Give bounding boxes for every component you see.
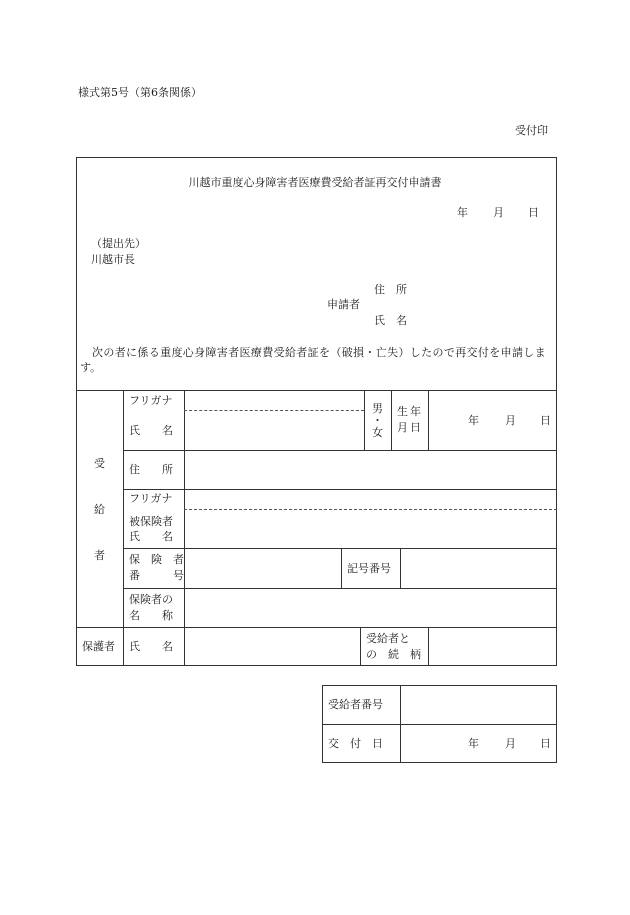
table-vline-relation-left <box>360 627 361 666</box>
request-text-line-1: 次の者に係る重度心身障害者医療費受給者証を（破損・亡失）したので再交付を申請しま <box>92 346 546 359</box>
sex-female: 女 <box>372 426 383 439</box>
table-top-line <box>76 390 557 391</box>
application-form-frame <box>76 157 557 666</box>
table-vline-2 <box>184 390 185 666</box>
birth-year: 年 <box>468 414 479 427</box>
table-vline-symbol-right <box>400 548 401 588</box>
relation-label-2: の 続 柄 <box>366 648 421 661</box>
birth-day: 日 <box>540 414 551 427</box>
address-label: 住 所 <box>129 463 173 476</box>
issue-month: 月 <box>505 737 516 750</box>
sex-separator: ・ <box>372 414 383 427</box>
issue-day: 日 <box>540 737 551 750</box>
date-month: 月 <box>493 206 504 219</box>
table-line-insured-top <box>123 489 557 490</box>
section-label-2: 給 <box>94 503 105 516</box>
applicant-address-label: 住 所 <box>374 283 407 296</box>
stamp-label: 受付印 <box>515 124 548 137</box>
insurer-name-label: 名 称 <box>129 609 173 622</box>
relation-label-1: 受給者と <box>366 632 410 645</box>
date-day: 日 <box>528 206 539 219</box>
table-vline-birth-right <box>428 390 429 450</box>
guardian-name-label: 氏 名 <box>129 640 173 653</box>
insured-furigana-label: フリガナ <box>129 492 173 505</box>
sex-male: 男 <box>372 402 383 415</box>
birth-month: 月 <box>505 414 516 427</box>
table-vline-relation-right <box>428 627 429 666</box>
insured-furigana-dash-line <box>184 509 557 510</box>
form-number: 様式第5号（第6条関係） <box>78 86 202 99</box>
name-label: 氏 名 <box>129 424 173 437</box>
furigana-label: フリガナ <box>129 394 173 407</box>
table-line-insurer-number-top <box>123 548 557 549</box>
symbol-number-label: 記号番号 <box>347 562 391 575</box>
birth-char-3: 月 <box>397 421 408 434</box>
applicant-name-label: 氏 名 <box>374 314 407 327</box>
birth-char-2: 年 <box>410 405 421 418</box>
issue-date-label: 交 付 日 <box>328 737 383 750</box>
table-line-guardian-top <box>76 627 557 628</box>
recipient-line-2: 川越市長 <box>91 253 135 266</box>
insurer-label: 保 険 者 <box>129 553 184 566</box>
table-vline-1 <box>123 390 124 666</box>
section-label-1: 受 <box>94 457 105 470</box>
birth-char-1: 生 <box>397 405 408 418</box>
insured-name-label: 氏 名 <box>129 530 173 543</box>
request-text-line-2: す。 <box>80 361 102 374</box>
table-vline-symbol-left <box>341 548 342 588</box>
recipient-line-1: （提出先） <box>91 237 146 250</box>
table-vline-sex-right <box>391 390 392 450</box>
issue-year: 年 <box>468 737 479 750</box>
guardian-label: 保護者 <box>82 640 115 653</box>
section-label-3: 者 <box>94 549 105 562</box>
office-box-divider <box>400 685 401 763</box>
table-line-insurer-name-top <box>123 588 557 589</box>
insurer-number-label: 番 号 <box>129 569 184 582</box>
applicant-label: 申請者 <box>327 298 360 311</box>
table-line-address-top <box>123 450 557 451</box>
birth-char-4: 日 <box>410 421 421 434</box>
furigana-dash-line <box>184 410 364 411</box>
table-vline-sex-left <box>364 390 365 450</box>
form-title: 川越市重度心身障害者医療費受給者証再交付申請書 <box>188 176 442 189</box>
office-box-middle-line <box>322 724 557 725</box>
insurer-of-label: 保険者の <box>129 593 173 606</box>
date-year: 年 <box>457 206 468 219</box>
recipient-number-label: 受給者番号 <box>328 698 383 711</box>
insured-label: 被保険者 <box>129 515 173 528</box>
